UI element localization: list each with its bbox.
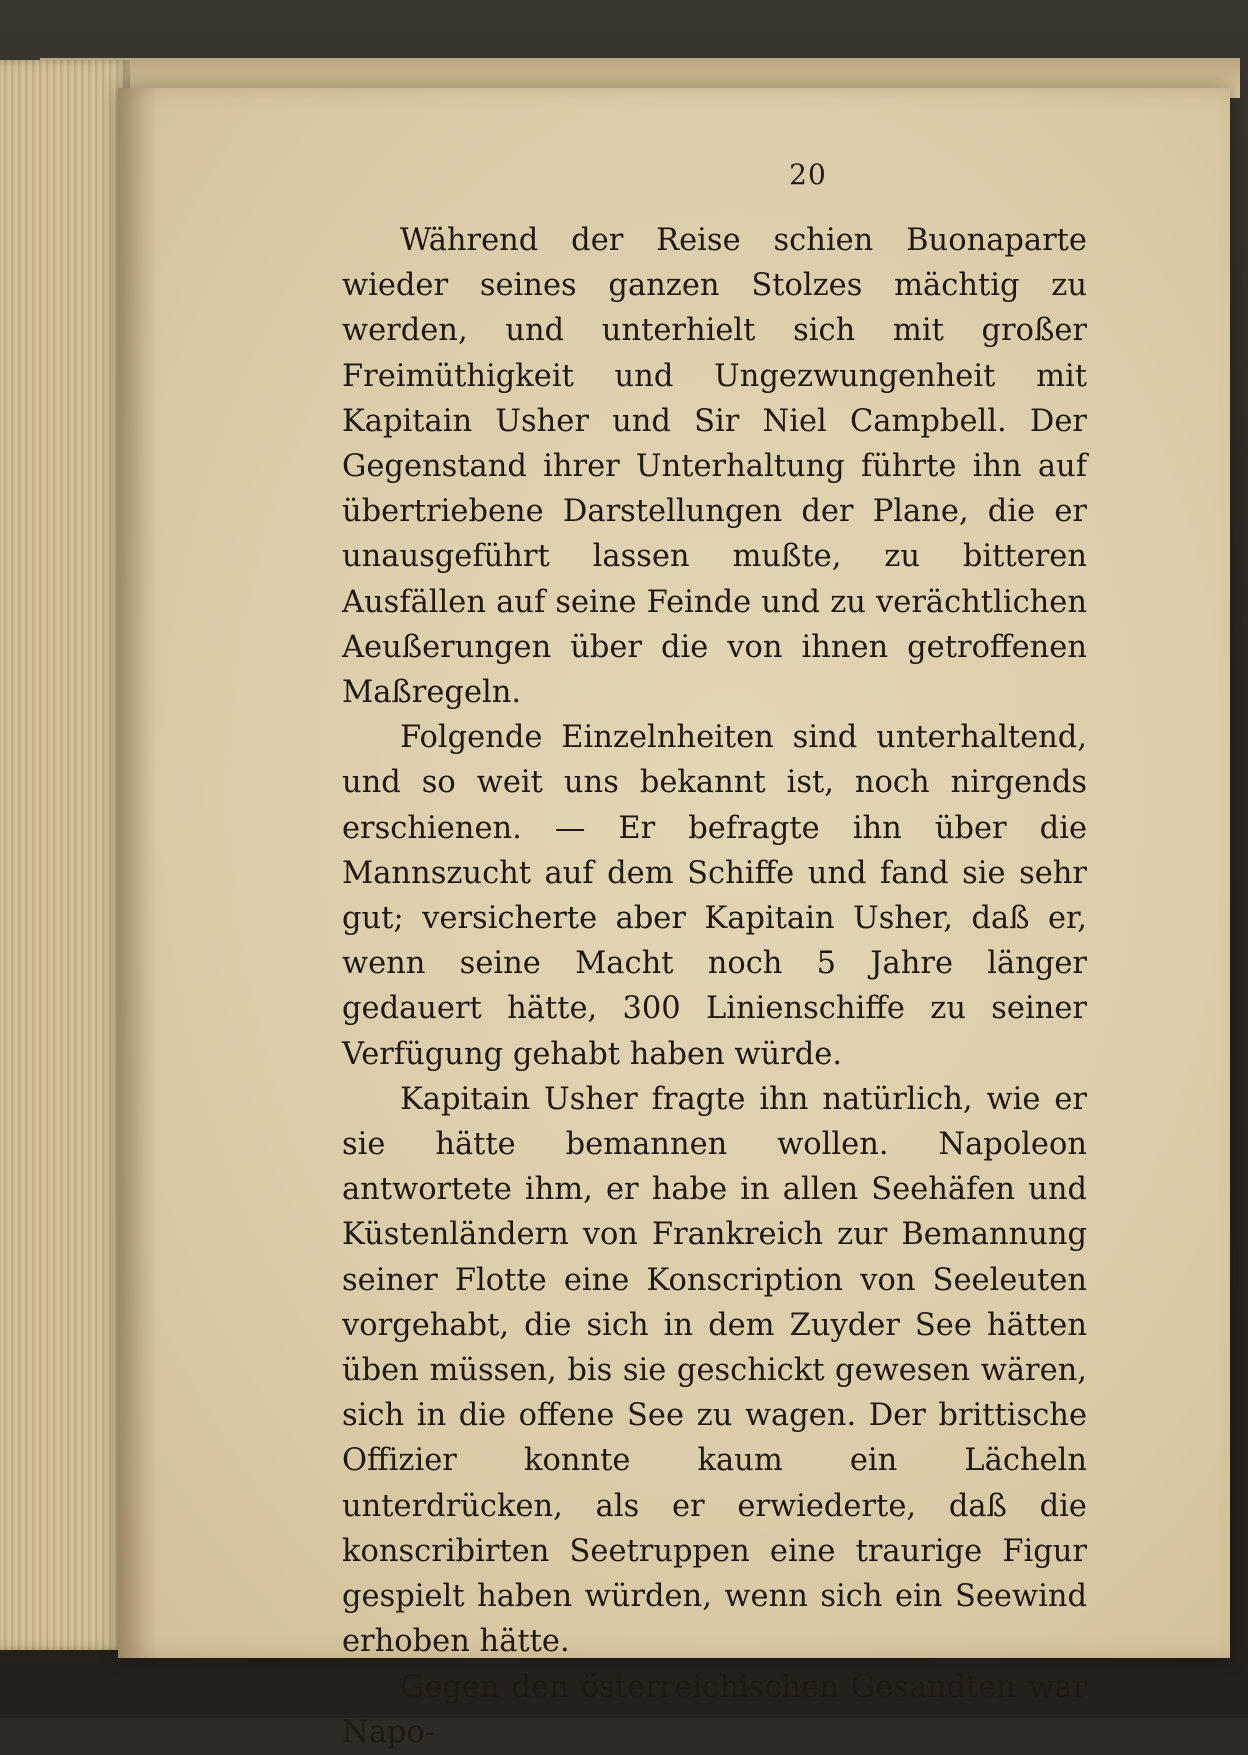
paragraph: Folgende Einzelnheiten sind unterhaltend, und so weit uns bekannt ist, noch nirgends erschienen. — Er befragte ihn über die Mannszucht auf dem Schiffe und fand sie sehr gut; versicherte aber Kapitain Usher, daß er, wenn seine Macht noch 5 Jahre länger gedauert hätte, 300 Linienschiffe zu seiner Verfügung gehabt haben würde.: [342, 720, 1087, 1072]
paragraph: Gegen den österreichischen Gesandten war Napo-: [342, 1669, 1087, 1750]
page-number: 20: [789, 158, 827, 191]
body-text: [342, 218, 1087, 1755]
paragraph: Während der Reise schien Buonaparte wieder seines ganzen Stolzes mächtig zu werden, und unterhielt sich mit großer Freimüthigkeit und Ungezwungenheit mit Kapitain Usher und Sir Niel Campbell. Der Gegenstand ihrer Unterhaltung führte ihn auf übertriebene Darstellungen der Plane, die er unausgeführt lassen mußte, zu bitteren Ausfällen auf seine Feinde und zu verächtlichen Aeußerungen über die von ihnen getroffenen Maßregeln.: [342, 223, 1087, 711]
paragraph: Kapitain Usher fragte ihn natürlich, wie er sie hätte bemannen wollen. Napoleon antwortete ihm, er habe in allen Seehäfen und Küstenländern von Frankreich zur Bemannung seiner Flotte eine Konscription von Seeleuten vorgehabt, die sich in dem Zuyder See hätten üben müssen, bis sie geschickt gewesen wären, sich in die offene See zu wagen. Der brittische Offizier konnte kaum ein Lächeln unterdrücken, als er erwiederte, daß die konscribirten Seetruppen eine traurige Figur gespielt haben würden, wenn sich ein Seewind erhoben hätte.: [342, 1081, 1087, 1660]
book-page-stack: [0, 60, 130, 1650]
